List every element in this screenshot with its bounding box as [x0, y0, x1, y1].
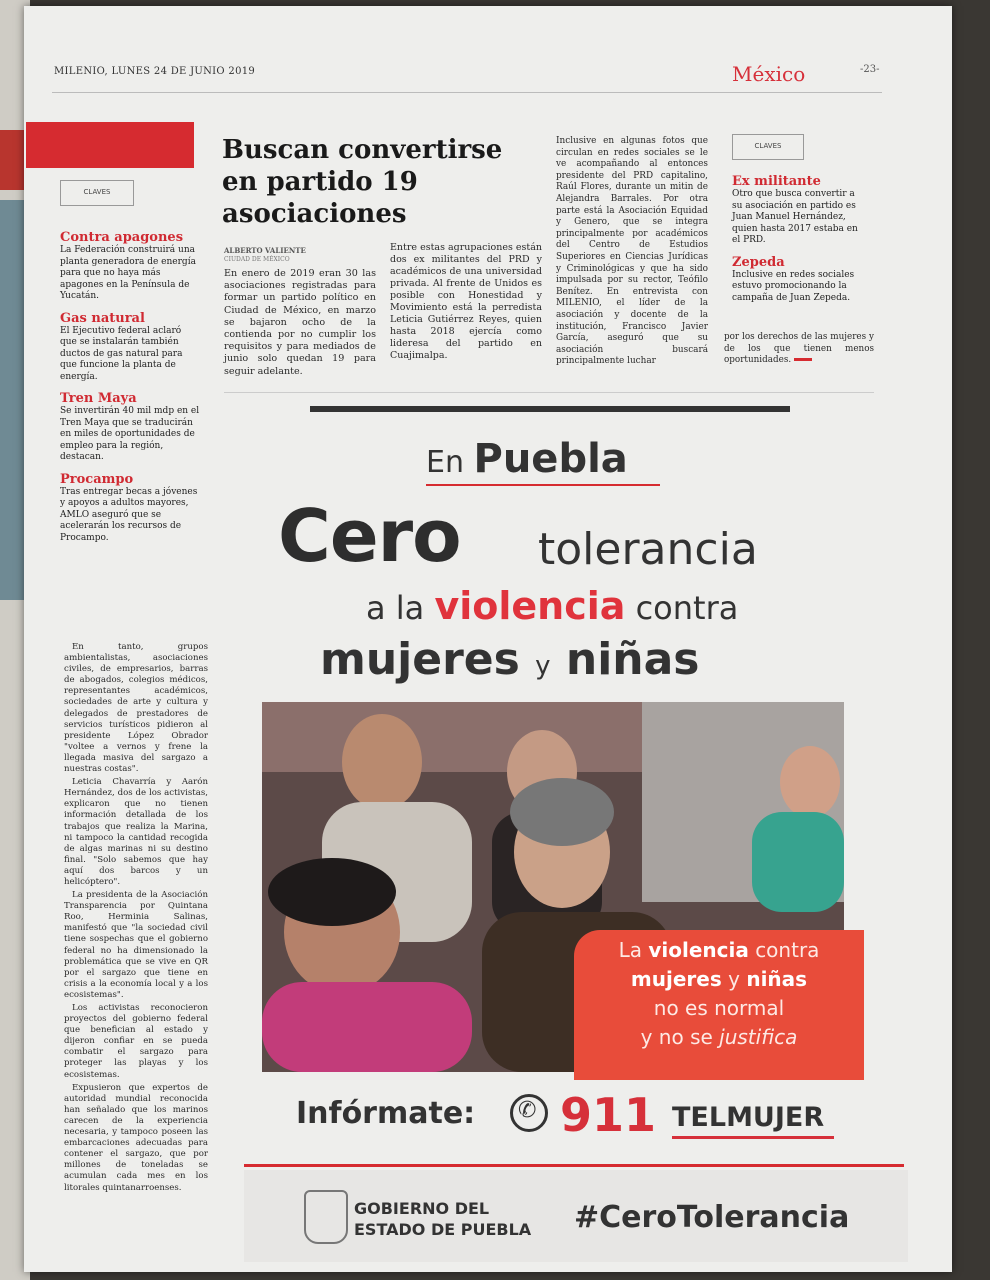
gov-line-2: ESTADO DE PUEBLA	[354, 1220, 532, 1239]
left-body-column	[64, 642, 208, 1196]
ad-informate: Infórmate:	[296, 1096, 476, 1131]
right-claves-column	[732, 166, 868, 304]
claves-item-title: Procampo	[60, 471, 134, 487]
callout-text: mujeres	[630, 967, 722, 991]
gov-line-1: GOBIERNO DEL	[354, 1199, 490, 1218]
callout-text: niñas	[746, 967, 808, 991]
article-column-2: Entre estas agrupaciones están dos ex militantes del PRD y académicos de una universidad privada. Al frente de Unidos es posible con Honestidad y Movimiento está la perredista Leticia Gutiérrez Reyes, quien hasta 2018 ejercía como lideresa del partido en Cuajimalpa.	[390, 242, 542, 361]
ad-en-puebla	[426, 436, 628, 482]
ad-phone-number: 911	[560, 1088, 657, 1142]
claves-item-title: Ex militante	[732, 174, 821, 189]
ad-line-violencia	[366, 584, 738, 628]
telmujer-underline	[672, 1136, 834, 1139]
body-paragraph: En tanto, grupos ambientalistas, asociaciones civiles, de empresarios, barras de abogados, colegios médicos, representantes académicos, sociedades de arte y cultura y delegados de prestadores de servicios turísticos pidieron al presidente López Obrador "voltee a vernos y frene la llegada masiva del sargazo a nuestras costas".	[64, 642, 208, 775]
ad-tolerancia: tolerancia	[538, 524, 758, 575]
puebla-seal-icon	[304, 1190, 348, 1244]
body-paragraph: Los activistas reconocieron proyectos del gobierno federal que benefician al estado y dijeron confiar en se pueda combatir el sargazo para proteger las playas y los ecosistemas.	[64, 1003, 208, 1080]
article-headline: Buscan convertirse en partido 19 asociaciones	[222, 135, 503, 229]
callout-text: justifica	[719, 1025, 798, 1049]
ad-cero: Cero	[278, 494, 461, 578]
ad-telmujer: TELMUJER	[672, 1102, 825, 1133]
body-paragraph: Leticia Chavarría y Aarón Hernández, dos de los activistas, explicaron que no tienen información detallada de los trabajos que realiza la Marina, ni tampoco la cantidad recogida de algas marinas ni su destino final. "Solo sabemos que hay aquí dos barcos y un helicóptero".	[64, 777, 208, 887]
ad-line-mujeres	[320, 634, 700, 685]
ad-en: En	[426, 445, 464, 480]
body-paragraph: Expusieron que expertos de autoridad mundial reconocida han señalado que los marinos carecen de la experiencia necesaria, y tampoco poseen las embarcaciones adecuadas para contener el sargazo, que por millones de toneladas se acumulan cada mes en los litorales quintanarroenses.	[64, 1082, 208, 1193]
article-column-3: Inclusive en algunas fotos que circulan en redes sociales se le ve acompañando al entonces presidente del PRD capitalino, Raúl Flores, durante un mitin de Alejandra Barrales. Por otra parte está la Asociación Equidad y Genero, que se integra principalmente por académicos del Centro de Estudios Superiores en Ciencias Jurídicas y Criminológicas y que ha sido impulsada por su rector, Teófilo Benítez. En entrevista con MILENIO, el líder de la asociación y docente de la institución, Francisco Javier García, aseguró que su asociación buscará principalmente luchar	[556, 136, 708, 367]
article-bottom-rule	[224, 392, 874, 393]
claves-item-body: Inclusive en redes sociales estuvo promocionando la campaña de Juan Zepeda.	[732, 269, 855, 303]
claves-item-title: Zepeda	[732, 254, 785, 270]
ad-footer-rule	[244, 1164, 904, 1167]
claves-label-right: CLAVES	[732, 134, 804, 160]
callout-text: contra	[755, 938, 820, 962]
left-claves-column	[60, 222, 200, 544]
article-end-text: por los derechos de las mujeres y de los que tienen menos oportunidades.	[724, 332, 874, 365]
ad-a-la: a la	[366, 589, 425, 627]
claves-label-left: CLAVES	[60, 180, 134, 206]
article-lead: En enero de 2019 eran 30 las asociaciones registradas para formar un partido político en Ciudad de México, en marzo se bajaron ocho de la contienda por no cumplir los requisitos y para mediados de junio solo quedan 19 para seguir adelante.	[224, 268, 376, 377]
ad-violencia: violencia	[434, 584, 626, 628]
ad-puebla: Puebla	[473, 436, 628, 482]
article-byline: ALBERTO VALIENTE	[224, 246, 306, 255]
ad-ninas: niñas	[565, 634, 700, 685]
callout-line-2	[574, 965, 864, 994]
red-accent-block	[26, 122, 194, 168]
phone-handset-icon: ✆	[518, 1098, 537, 1123]
ad-footer	[244, 1170, 908, 1262]
gov-name	[354, 1198, 531, 1240]
claves-item-body: Se invertirán 40 mil mdp en el Tren Maya que se traducirán en miles de oportunidades de empleo para la región, destacan.	[60, 406, 200, 462]
header-section: México	[732, 62, 806, 86]
claves-item-title: Gas natural	[60, 310, 145, 326]
end-mark	[794, 358, 812, 361]
header-rule	[52, 92, 882, 93]
ad-top-rule	[310, 406, 790, 412]
ad-puebla-underline	[426, 484, 660, 486]
callout-text: y no se	[640, 1025, 713, 1049]
callout-text: y	[728, 967, 740, 991]
article-column-4-end	[724, 332, 874, 367]
ad-hashtag: #CeroTolerancia	[574, 1200, 850, 1235]
puebla-ad	[220, 406, 880, 1266]
ad-mujeres: mujeres	[320, 634, 520, 685]
claves-item-title: Tren Maya	[60, 391, 137, 406]
callout-text: violencia	[648, 938, 749, 962]
claves-item-title: Contra apagones	[60, 230, 184, 245]
claves-item-body: Otro que busca convertir a su asociación en partido es Juan Manuel Hernández, quien hasta 2017 estaba en el PRD.	[732, 189, 858, 245]
newspaper-page	[24, 6, 952, 1272]
body-paragraph: La presidenta de la Asociación Transparencia por Quintana Roo, Herminia Salinas, manifestó que "la sociedad civil tiene sospechas que el gobierno federal no ha dimensionado la problemática que se vive en QR por el sargazo que tiene en crisis a la economía local y a los ecosistemas".	[64, 890, 208, 1000]
ad-callout	[574, 930, 864, 1080]
callout-text: La	[618, 938, 642, 962]
callout-line-4	[574, 1023, 864, 1052]
callout-line-3: no es normal	[653, 996, 785, 1020]
claves-item-body: Tras entregar becas a jóvenes y apoyos a adultos mayores, AMLO aseguró que se acelerarán los recursos de Procampo.	[60, 486, 198, 543]
claves-item-body: El Ejecutivo federal aclaró que se instalarán también ductos de gas natural para que funcione la planta de energía.	[60, 325, 183, 382]
article-byline-location: CIUDAD DE MÉXICO	[224, 256, 290, 263]
ad-contra: contra	[635, 589, 739, 627]
ad-y: y	[535, 651, 551, 681]
header-page-number: -23-	[860, 64, 880, 75]
callout-line-1	[574, 936, 864, 965]
header-date: MILENIO, LUNES 24 DE JUNIO 2019	[54, 66, 256, 77]
claves-item-body: La Federación construirá una planta generadora de energía para que no haya más apagones en la Península de Yucatán.	[60, 245, 196, 301]
